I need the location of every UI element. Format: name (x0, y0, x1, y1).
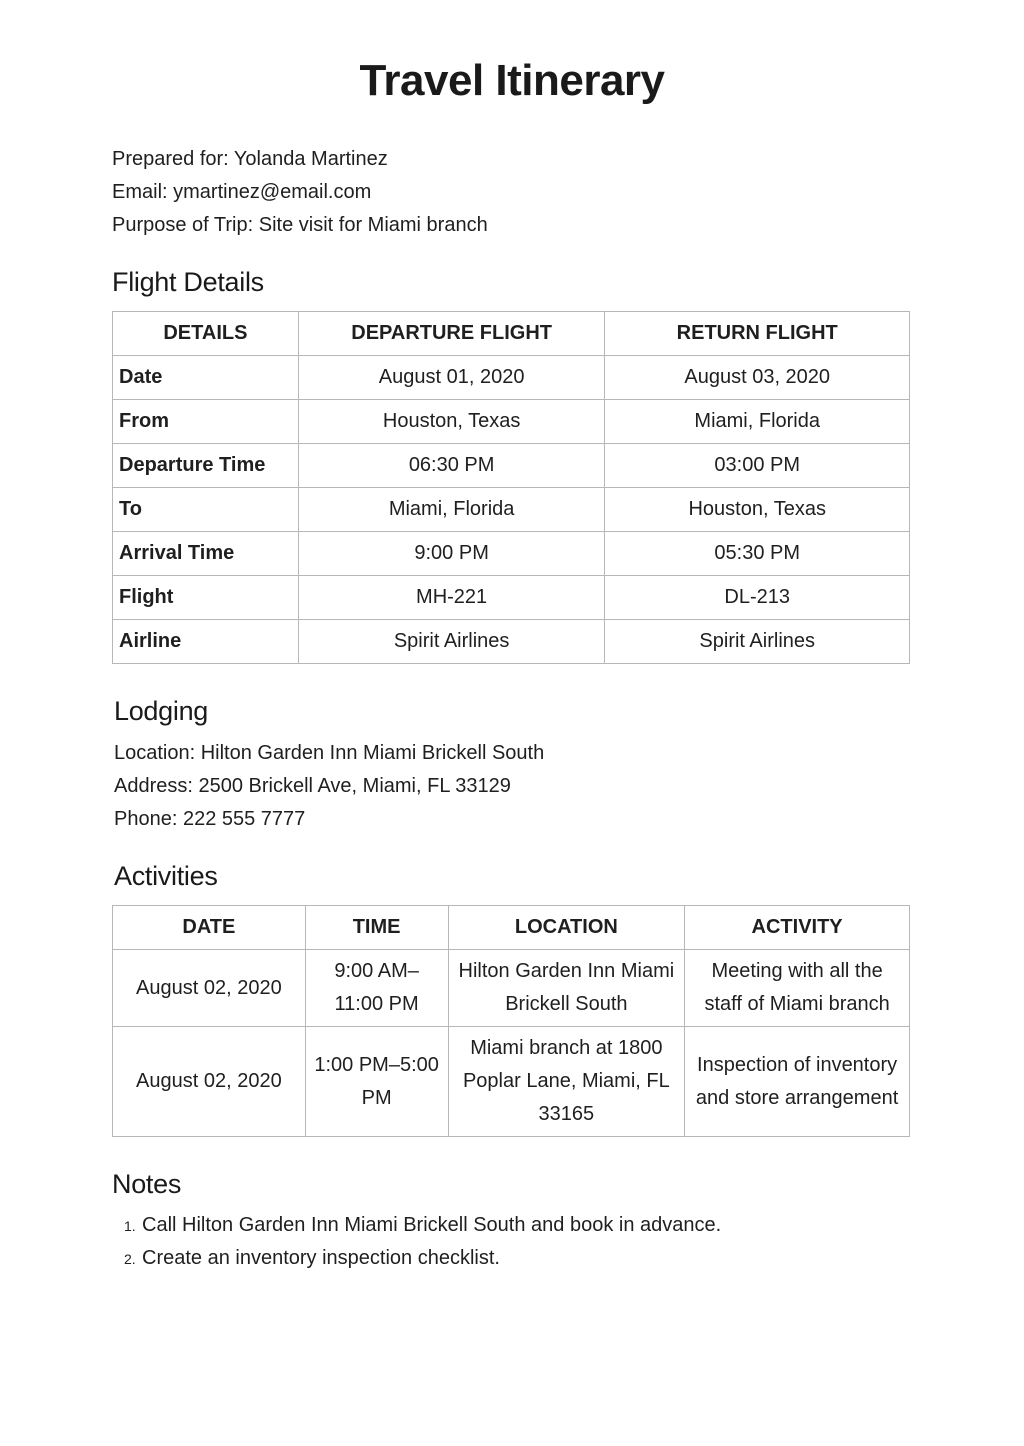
list-item (112, 1242, 721, 1275)
departure-value: Miami, Florida (298, 488, 605, 532)
table-row (113, 576, 910, 620)
table-row (113, 444, 910, 488)
table-row (113, 488, 910, 532)
column-header: ACTIVITY (685, 906, 910, 950)
return-value: Miami, Florida (605, 400, 910, 444)
traveler-info (112, 143, 488, 242)
table-row (113, 950, 910, 1027)
note-text: Call Hilton Garden Inn Miami Brickell South and book in advance. (142, 1214, 722, 1236)
departure-value: August 01, 2020 (298, 356, 605, 400)
column-header: DATE (113, 906, 306, 950)
activity-date: August 02, 2020 (113, 1027, 306, 1137)
table-header-row (113, 312, 910, 356)
table-row (113, 1027, 910, 1137)
notes-heading: Notes (112, 1169, 182, 1199)
column-header: TIME (305, 906, 448, 950)
return-value: Houston, Texas (605, 488, 910, 532)
departure-value: 06:30 PM (298, 444, 605, 488)
activities-table (112, 905, 910, 1137)
list-number: 1. (124, 1218, 136, 1234)
table-row (113, 532, 910, 576)
activity-time: 1:00 PM–5:00 PM (305, 1027, 448, 1137)
list-item (112, 1209, 721, 1242)
flight-details-table (112, 311, 910, 664)
email: Email: ymartinez@email.com (112, 181, 372, 203)
activities-heading: Activities (114, 861, 218, 891)
column-header: RETURN FLIGHT (605, 312, 910, 356)
list-number: 2. (124, 1251, 136, 1267)
activity-description: Inspection of inventory and store arrangement (685, 1027, 910, 1137)
row-label: Departure Time (113, 444, 299, 488)
activity-time: 9:00 AM–11:00 PM (305, 950, 448, 1027)
row-label: From (113, 400, 299, 444)
trip-purpose: Purpose of Trip: Site visit for Miami branch (112, 214, 488, 236)
departure-value: Spirit Airlines (298, 620, 605, 664)
note-text: Create an inventory inspection checklist. (142, 1247, 500, 1269)
row-label: Date (113, 356, 299, 400)
return-value: Spirit Airlines (605, 620, 910, 664)
lodging-heading: Lodging (114, 696, 208, 726)
column-header: DEPARTURE FLIGHT (298, 312, 605, 356)
return-value: August 03, 2020 (605, 356, 910, 400)
return-value: 05:30 PM (605, 532, 910, 576)
row-label: Flight (113, 576, 299, 620)
lodging-phone: Phone: 222 555 7777 (114, 808, 306, 830)
table-header-row (113, 906, 910, 950)
column-header: LOCATION (448, 906, 685, 950)
notes-list (112, 1209, 721, 1275)
flight-details-heading: Flight Details (112, 267, 264, 297)
activity-description: Meeting with all the staff of Miami branch (685, 950, 910, 1027)
row-label: To (113, 488, 299, 532)
lodging-location: Location: Hilton Garden Inn Miami Brickell South (114, 742, 545, 764)
activity-date: August 02, 2020 (113, 950, 306, 1027)
activity-location: Hilton Garden Inn Miami Brickell South (448, 950, 685, 1027)
row-label: Airline (113, 620, 299, 664)
departure-value: Houston, Texas (298, 400, 605, 444)
departure-value: MH-221 (298, 576, 605, 620)
return-value: 03:00 PM (605, 444, 910, 488)
table-row (113, 620, 910, 664)
table-row (113, 356, 910, 400)
lodging-info (114, 737, 544, 836)
activity-location: Miami branch at 1800 Poplar Lane, Miami, FL 33165 (448, 1027, 685, 1137)
page-title: Travel Itinerary (359, 56, 665, 105)
departure-value: 9:00 PM (298, 532, 605, 576)
prepared-for: Prepared for: Yolanda Martinez (112, 148, 388, 170)
lodging-address: Address: 2500 Brickell Ave, Miami, FL 33129 (114, 775, 511, 797)
column-header: DETAILS (113, 312, 299, 356)
table-row (113, 400, 910, 444)
return-value: DL-213 (605, 576, 910, 620)
row-label: Arrival Time (113, 532, 299, 576)
